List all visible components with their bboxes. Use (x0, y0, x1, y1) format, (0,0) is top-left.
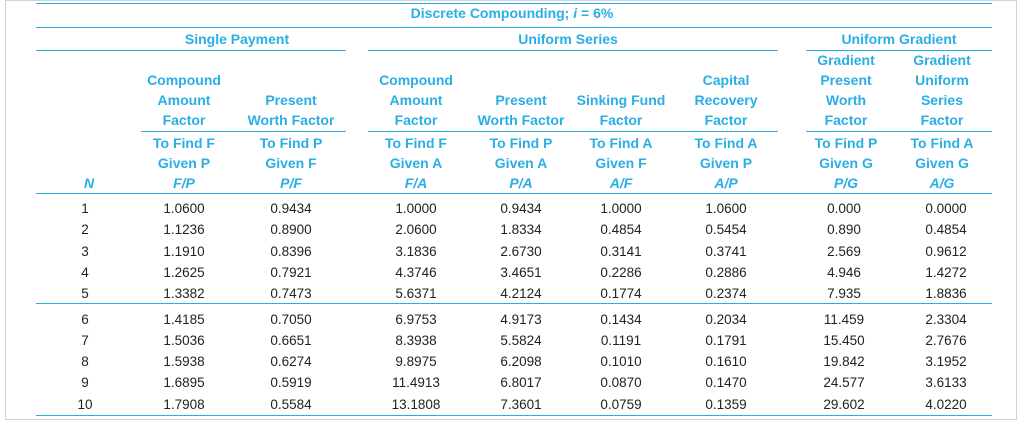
period-cell: 8 (81, 354, 89, 370)
rule-under-uniform-gradient (806, 50, 992, 51)
factor-value-cell: 0.2886 (705, 264, 747, 280)
factor-value-cell: 4.0220 (925, 396, 967, 412)
group-uniform-series: Uniform Series (518, 31, 618, 47)
factor-name-line: Recovery (694, 92, 758, 108)
factor-value-cell: 3.4651 (500, 264, 542, 280)
factor-name-line: Sinking Fund (576, 92, 666, 108)
factor-value-cell: 1.0600 (163, 201, 205, 216)
n-column-header: N (84, 175, 95, 191)
factor-name-line: Series (920, 92, 964, 108)
factor-value-cell: 7.935 (827, 286, 861, 302)
factor-value-cell: 6.2098 (500, 354, 542, 370)
factor-value-cell: 0.7050 (270, 311, 312, 327)
factor-value-cell: 1.6895 (163, 375, 205, 391)
factor-value-cell: 0.1191 (600, 332, 642, 348)
group-single-payment: Single Payment (184, 31, 290, 47)
factor-value-cell: 8.3938 (395, 332, 437, 348)
factor-value-cell: 1.5036 (163, 332, 205, 348)
factor-value-cell: 1.8334 (500, 222, 542, 238)
factor-notation: P/F (280, 175, 302, 191)
factor-name-line: Factor (920, 112, 964, 128)
factor-value-cell: 1.8836 (925, 286, 967, 302)
factor-value-cell: 0.0759 (600, 396, 642, 412)
factor-value-cell: 0.1774 (600, 286, 642, 302)
period-cell: 7 (81, 332, 89, 348)
rule-under-factor-names (368, 131, 778, 132)
factor-value-cell: 6.8017 (500, 375, 542, 391)
factor-name-line: Amount (157, 92, 211, 108)
rule-under-uniform-series (368, 50, 778, 51)
factor-value-cell: 15.450 (823, 332, 865, 348)
factor-value-cell: 0.4854 (925, 222, 967, 238)
factor-value-cell: 0.7921 (270, 264, 312, 280)
factor-notation: P/G (833, 175, 859, 191)
factor-value-cell: 0.3741 (705, 243, 747, 259)
factor-value-cell: 2.7676 (925, 332, 967, 348)
factor-value-cell: 3.6133 (925, 375, 967, 391)
factor-value-cell: 4.3746 (395, 264, 437, 280)
find-given-line: To Find F (153, 135, 215, 151)
find-given-line: To Find P (489, 135, 553, 151)
factor-value-cell: 0.9612 (925, 243, 967, 259)
factor-name-line: Worth Factor (247, 112, 335, 128)
rule-between-blocks (36, 303, 992, 304)
find-given-line: Given G (819, 155, 873, 171)
factor-name-line: Compound (147, 72, 221, 88)
factor-name-line: Gradient (913, 52, 971, 68)
period-cell: 4 (81, 264, 89, 280)
factor-name-line: Compound (379, 72, 453, 88)
factor-value-cell: 29.602 (823, 396, 865, 412)
factor-value-cell: 4.9173 (500, 311, 542, 327)
factor-name-line: Factor (394, 112, 438, 128)
factor-value-cell: 0.6651 (270, 332, 312, 348)
find-given-line: Given F (595, 155, 647, 171)
factor-value-cell: 0.9434 (270, 201, 312, 216)
find-given-line: To Find P (814, 135, 878, 151)
find-given-line: Given P (157, 155, 211, 171)
factor-value-cell: 7.3601 (500, 396, 542, 412)
factor-notation: P/A (509, 175, 533, 191)
factor-name-line: Factor (162, 112, 206, 128)
factor-name-line: Gradient (817, 52, 875, 68)
factor-value-cell: 0.4854 (600, 222, 642, 238)
factor-value-cell: 1.4185 (163, 311, 205, 327)
factor-name-line: Worth Factor (477, 112, 565, 128)
factor-value-cell: 0.9434 (500, 201, 542, 216)
period-cell: 9 (81, 375, 89, 391)
factor-value-cell: 0.2374 (705, 286, 747, 302)
find-given-line: Given F (265, 155, 317, 171)
factor-value-cell: 1.0000 (395, 201, 437, 216)
factor-value-cell: 1.1236 (163, 222, 205, 238)
factor-name-line: Factor (704, 112, 748, 128)
factor-value-cell: 0.5919 (270, 375, 312, 391)
rule-under-single-payment (36, 50, 346, 51)
factor-value-cell: 0.000 (827, 201, 861, 216)
factor-name-line: Capital (702, 72, 750, 88)
factor-value-cell: 1.3382 (163, 286, 205, 302)
factor-value-cell: 0.8396 (270, 243, 312, 259)
factor-name-line: Present (495, 92, 547, 108)
factor-value-cell: 11.459 (823, 311, 865, 327)
factor-name-line: Uniform (915, 72, 969, 88)
rule-top (36, 3, 992, 4)
period-cell: 2 (81, 222, 89, 238)
factor-value-cell: 24.577 (823, 375, 865, 391)
factor-name-line: Factor (824, 112, 868, 128)
factor-value-cell: 13.1808 (391, 396, 441, 412)
factor-value-cell: 0.6274 (270, 354, 312, 370)
factor-value-cell: 9.8975 (395, 354, 437, 370)
rule-under-header (36, 193, 992, 194)
factor-value-cell: 0.2034 (705, 311, 747, 327)
factor-value-cell: 0.1610 (705, 354, 747, 370)
factor-value-cell: 6.9753 (395, 311, 437, 327)
find-given-line: Given A (389, 155, 443, 171)
find-given-line: To Find A (589, 135, 653, 151)
factor-name-line: Present (820, 72, 872, 88)
period-cell: 1 (81, 201, 89, 216)
compound-interest-table (5, 0, 1017, 420)
rule-under-factor-names (806, 131, 992, 132)
factor-value-cell: 1.4272 (925, 264, 967, 280)
factor-value-cell: 1.2625 (163, 264, 205, 280)
factor-value-cell: 3.1952 (925, 354, 967, 370)
factor-value-cell: 2.569 (827, 243, 861, 259)
factor-value-cell: 0.1359 (705, 396, 747, 412)
factor-name-line: Present (265, 92, 317, 108)
factor-value-cell: 4.2124 (500, 286, 542, 302)
table-title: Discrete Compounding; i = 6% (410, 5, 614, 21)
find-given-line: To Find A (694, 135, 758, 151)
factor-name-line: Worth (825, 92, 867, 108)
factor-value-cell: 0.1791 (705, 332, 747, 348)
factor-value-cell: 0.2286 (600, 264, 642, 280)
factor-notation: A/P (714, 175, 738, 191)
factor-value-cell: 0.5454 (705, 222, 747, 238)
factor-value-cell: 1.7908 (163, 396, 205, 412)
period-cell: 6 (81, 311, 89, 327)
factor-value-cell: 0.1470 (705, 375, 747, 391)
factor-value-cell: 1.1910 (163, 243, 205, 259)
factor-value-cell: 19.842 (823, 354, 865, 370)
factor-notation: A/F (609, 175, 633, 191)
factor-value-cell: 1.5938 (163, 354, 205, 370)
factor-value-cell: 0.0000 (925, 201, 967, 216)
factor-value-cell: 2.3304 (925, 311, 967, 327)
factor-value-cell: 0.8900 (270, 222, 312, 238)
factor-value-cell: 1.0600 (705, 201, 747, 216)
factor-value-cell: 0.1434 (600, 311, 642, 327)
factor-notation: F/A (404, 175, 428, 191)
period-cell: 3 (81, 243, 89, 259)
find-given-line: Given A (494, 155, 548, 171)
factor-value-cell: 3.1836 (395, 243, 437, 259)
factor-name-line: Factor (599, 112, 643, 128)
factor-notation: A/G (929, 175, 955, 191)
find-given-line: To Find A (910, 135, 974, 151)
period-cell: 5 (81, 286, 89, 302)
factor-value-cell: 0.7473 (270, 286, 312, 302)
factor-value-cell: 0.3141 (600, 243, 642, 259)
find-given-line: Given P (699, 155, 753, 171)
factor-name-line: Amount (389, 92, 443, 108)
factor-value-cell: 0.890 (827, 222, 861, 238)
rule-under-title (36, 27, 992, 28)
factor-value-cell: 5.6371 (395, 286, 437, 302)
factor-notation: F/P (173, 175, 195, 191)
factor-value-cell: 0.1010 (600, 354, 642, 370)
period-cell: 10 (77, 396, 93, 412)
find-given-line: To Find F (385, 135, 447, 151)
factor-value-cell: 5.5824 (500, 332, 542, 348)
rule-under-factor-names (141, 131, 346, 132)
factor-value-cell: 1.0000 (600, 201, 642, 216)
group-uniform-gradient: Uniform Gradient (841, 31, 957, 47)
factor-value-cell: 2.0600 (395, 222, 437, 238)
factor-value-cell: 4.946 (827, 264, 861, 280)
find-given-line: To Find P (259, 135, 323, 151)
factor-value-cell: 2.6730 (500, 243, 542, 259)
rule-bottom (36, 415, 992, 416)
find-given-line: Given G (915, 155, 969, 171)
factor-value-cell: 0.5584 (270, 396, 312, 412)
factor-value-cell: 0.0870 (600, 375, 642, 391)
factor-value-cell: 11.4913 (392, 375, 440, 391)
